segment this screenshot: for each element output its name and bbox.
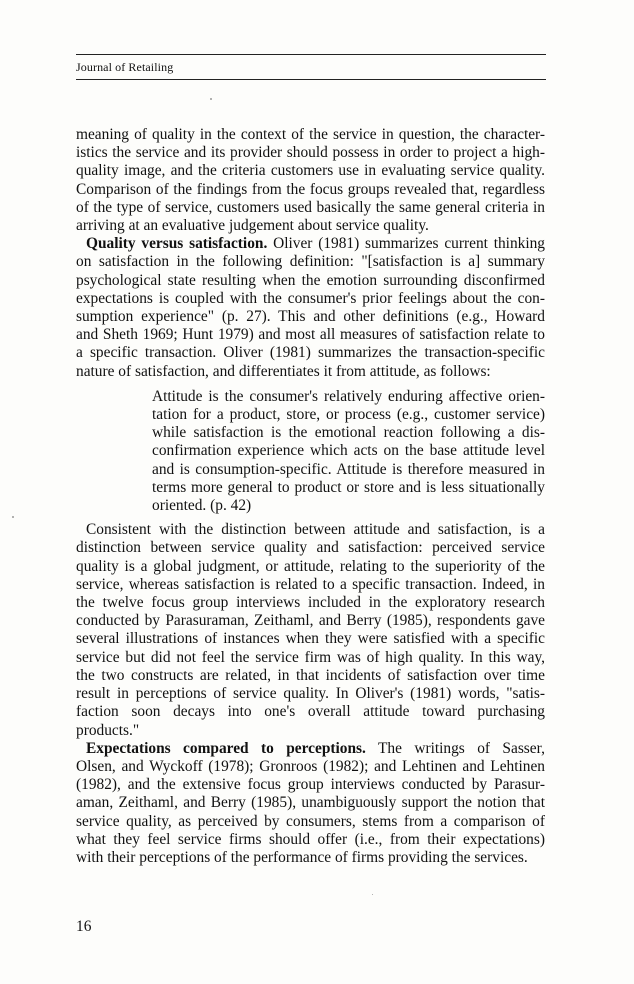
text-line: of the type of service, customers used basically the same general criteria in <box>76 198 545 216</box>
text-line: quality image, and the criteria customers use in evaluating service quality. <box>76 162 545 180</box>
text-line: Olsen, and Wyckoff (1978); Gronroos (1982); and Lehtinen and Lehtinen <box>76 757 545 775</box>
section-heading-expectations-vs-perceptions: Expectations compared to perceptions. <box>86 739 366 757</box>
page-number: 16 <box>76 918 92 935</box>
text-line: on satisfaction in the following definition: "[satisfaction is a] summary <box>76 253 545 271</box>
scan-speck <box>210 98 212 100</box>
quote-line: Attitude is the consumer's relatively enduring affective orien- <box>152 387 545 405</box>
text-line: with their perceptions of the performance of firms providing the services. <box>76 848 528 866</box>
text-run: Oliver (1981) summarizes current thinking <box>267 235 546 253</box>
text-line: products." <box>76 721 140 739</box>
text-line: faction soon decays into one's overall attitude toward purchasing <box>76 703 545 721</box>
text-line: what they feel service firms should offer (i.e., from their expectations) <box>76 830 545 848</box>
text-line: psychological state resulting when the emotion surrounding disconfirmed <box>76 271 545 289</box>
running-header <box>76 54 546 80</box>
text-line: meaning of quality in the context of the service in question, the character- <box>76 126 545 143</box>
body-text <box>76 126 545 867</box>
section-heading-quality-vs-satisfaction: Quality versus satisfaction. <box>86 235 268 253</box>
paragraph <box>76 235 545 381</box>
text-line: Consistent with the distinction between attitude and satisfaction, is a <box>86 521 545 539</box>
quote-line: confirmation experience which acts on the base attitude level <box>152 442 545 460</box>
text-line: nature of satisfaction, and differentiates it from attitude, as follows: <box>76 362 491 380</box>
text-run: The writings of Sasser, <box>365 739 545 757</box>
text-line: service, whereas satisfaction is related to a specific transaction. Indeed, in <box>76 575 545 593</box>
text-line: (1982), and the extensive focus group interviews conducted by Parasur- <box>76 776 545 794</box>
text-line: Comparison of the findings from the focus groups revealed that, regardless <box>76 180 545 198</box>
text-line: a specific transaction. Oliver (1981) summarizes the transaction-specific <box>76 344 545 362</box>
scan-speck <box>372 894 373 895</box>
text-line: service but did not feel the service firm was of high quality. In this way, <box>76 648 545 666</box>
quote-line: and is consumption-specific. Attitude is therefore measured in <box>152 460 545 478</box>
text-line: and Sheth 1969; Hunt 1979) and most all measures of satisfaction relate to <box>76 326 545 344</box>
text-line: expectations is coupled with the consumer's prior feelings about the con- <box>76 289 545 307</box>
journal-title: Journal of Retailing <box>76 60 174 74</box>
text-line: result in perceptions of service quality. In Oliver's (1981) words, "satis- <box>76 685 545 703</box>
text-line: the two constructs are related, in that incidents of satisfaction over time <box>76 666 545 684</box>
quote-line: terms more general to product or store and is less situationally <box>152 478 545 496</box>
text-line: several illustrations of instances when they were satisfied with a specific <box>76 630 545 648</box>
quote-line: tation for a product, store, or process (e.g., customer service) <box>152 406 545 424</box>
paragraph <box>76 521 545 739</box>
text-line: conducted by Parasuraman, Zeithaml, and Berry (1985), respondents gave <box>76 612 545 630</box>
text-line: distinction between service quality and satisfaction: perceived service <box>76 539 545 557</box>
block-quote <box>152 388 545 515</box>
quote-line: while satisfaction is the emotional reaction following a dis- <box>152 424 545 442</box>
text-line: quality is a global judgment, or attitude, relating to the superiority of the <box>76 557 545 575</box>
text-line: istics the service and its provider should possess in order to project a high- <box>76 144 545 162</box>
text-line: arriving at an evaluative judgement about service quality. <box>76 217 429 235</box>
text-line <box>76 235 545 253</box>
text-line <box>76 740 545 758</box>
text-line: aman, Zeithaml, and Berry (1985), unambiguously support the notion that <box>76 794 545 812</box>
text-line: service quality, as perceived by consumers, stems from a comparison of <box>76 812 545 830</box>
paragraph <box>76 740 545 867</box>
scan-speck <box>12 516 14 518</box>
paragraph <box>76 126 545 235</box>
text-line: the twelve focus group interviews included in the exploratory research <box>76 594 545 612</box>
text-line: sumption experience" (p. 27). This and other definitions (e.g., Howard <box>76 308 545 326</box>
quote-line: oriented. (p. 42) <box>152 497 252 515</box>
